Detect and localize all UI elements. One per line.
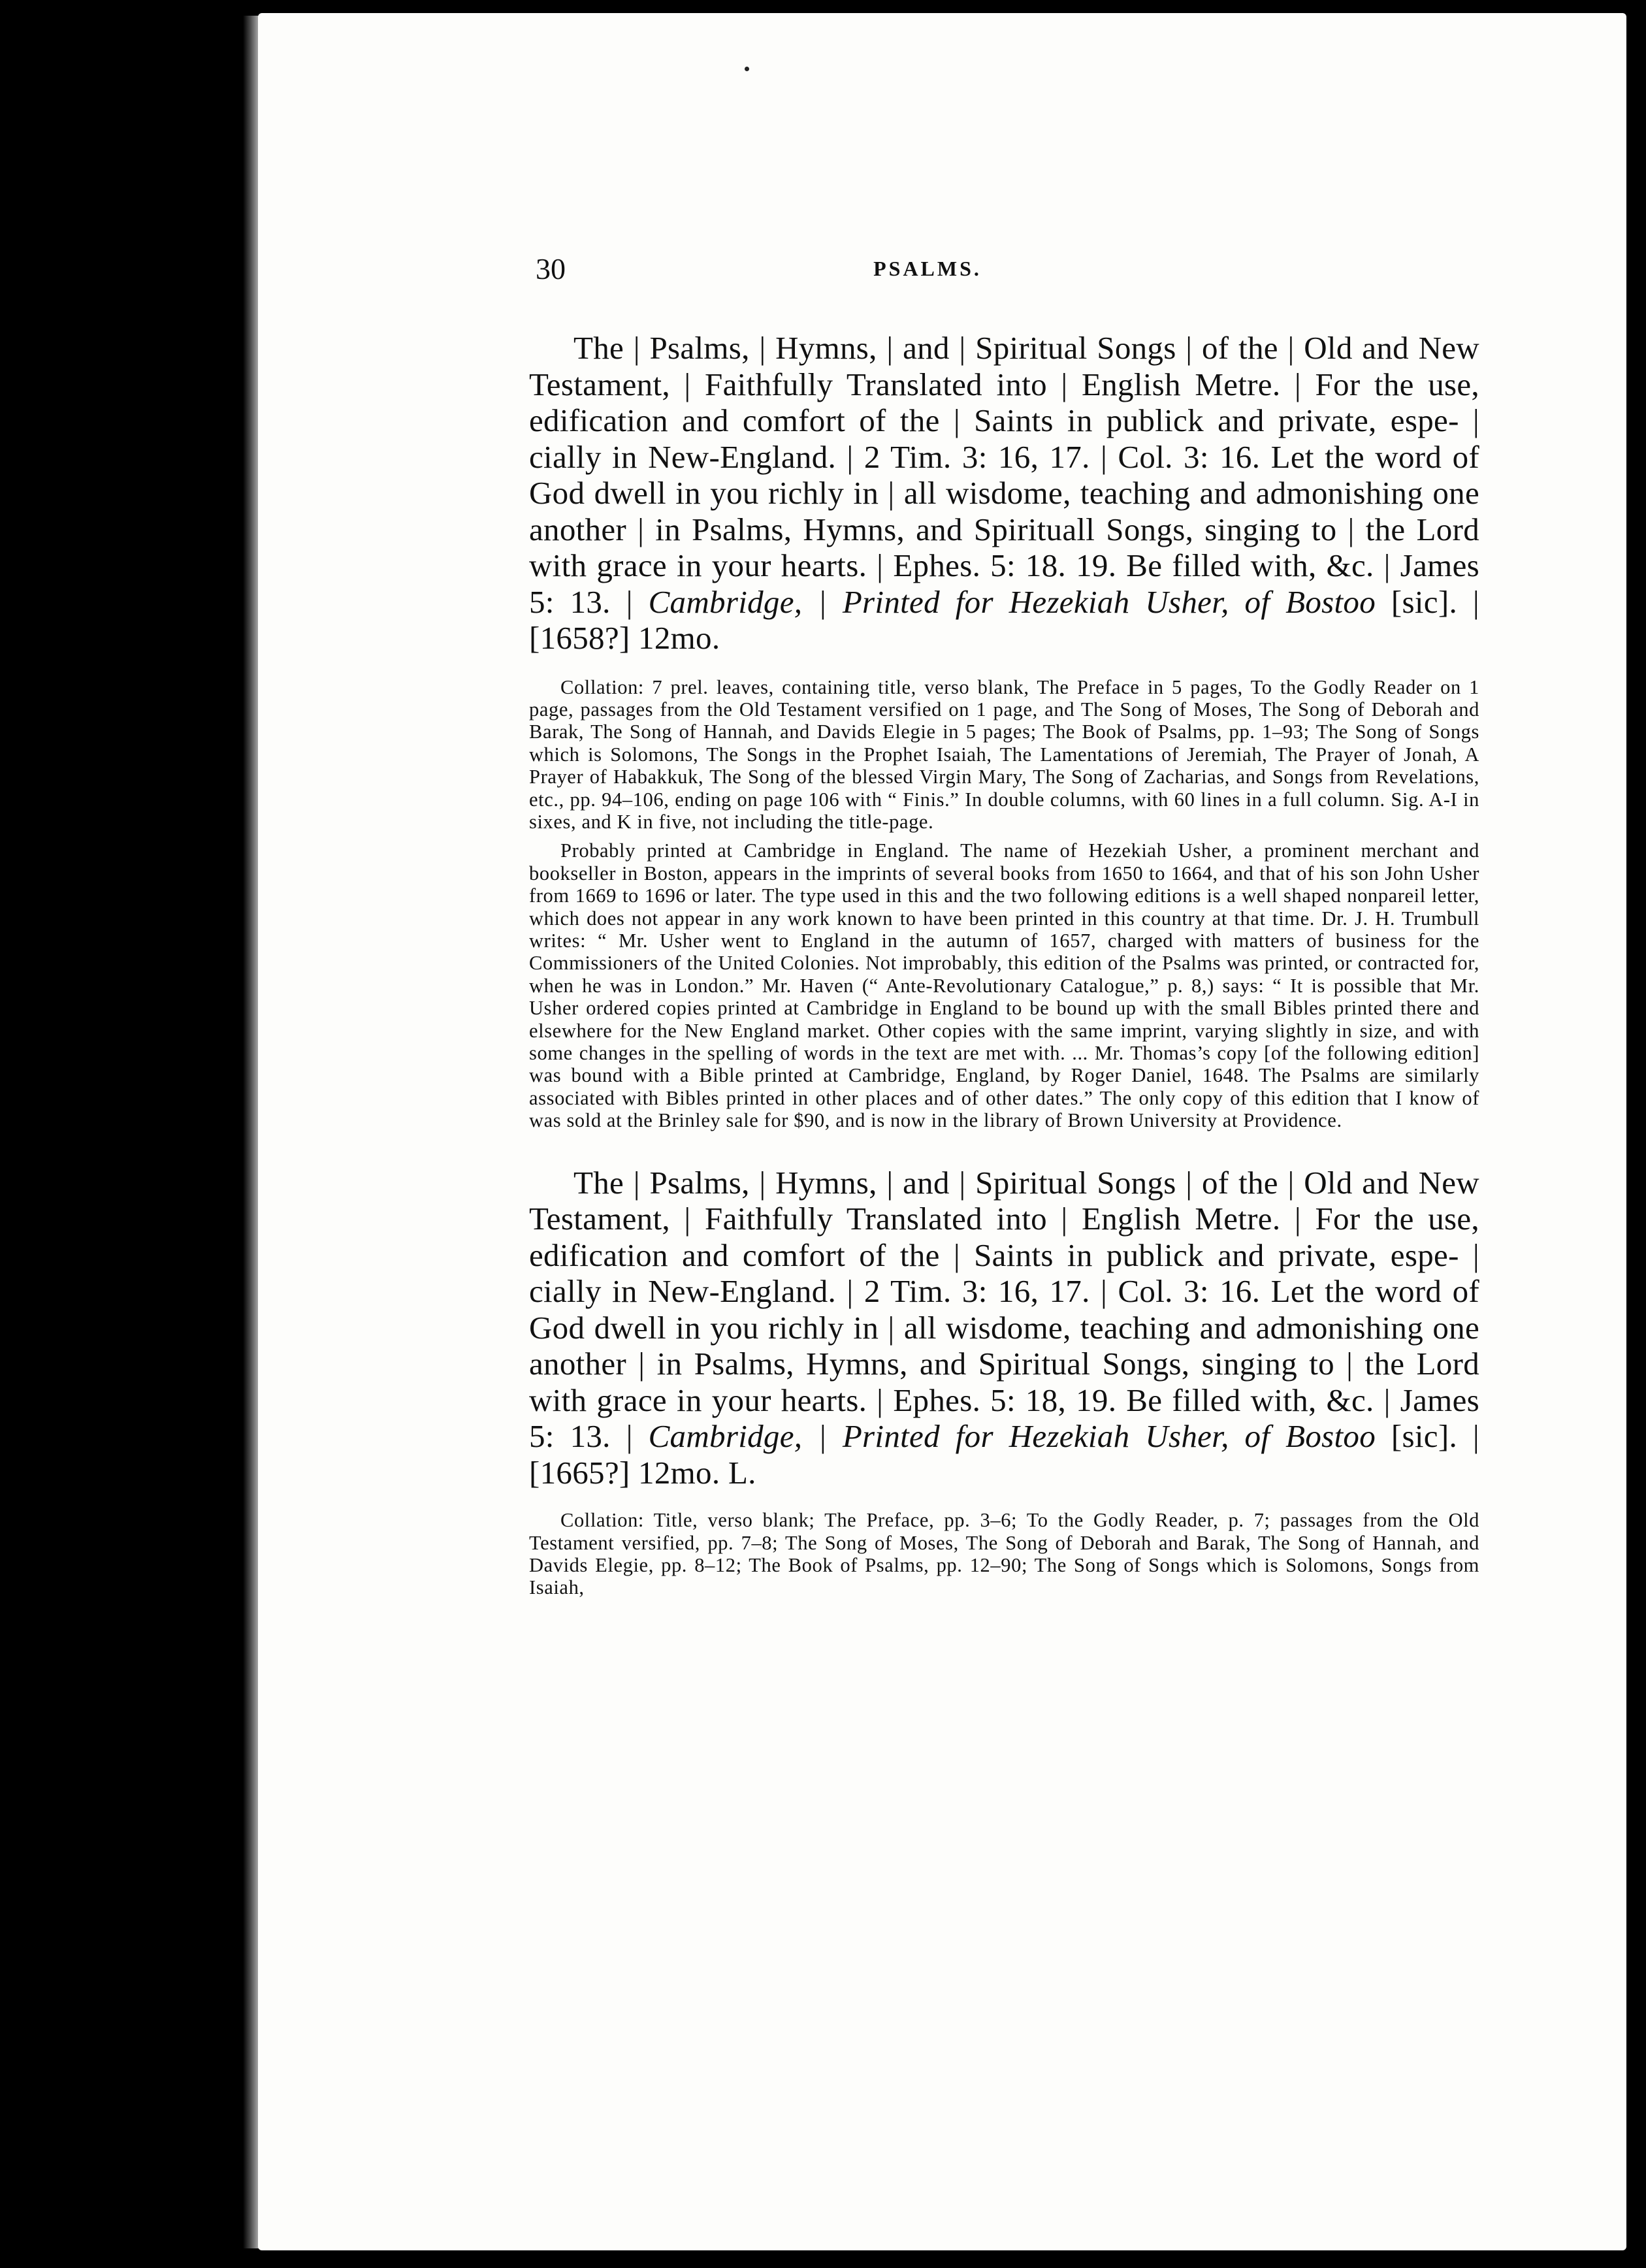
imprint: Cambridge, | Printed for Hezekiah Usher, of Bostoo xyxy=(648,583,1376,620)
entry-title xyxy=(529,1165,1479,1491)
title-text: The | Psalms, | Hymns, | and | Spiritual Songs | of the | Old and New Testament, | Faithfully Translated into | English Metre. | For the use, edification and comfort of the | Saints in publick and private, espe- | cially in New-England. | 2 Tim. 3: 16, 17. | Col. 3: 16. Let the word of God dwell in you richly in | all wisdome, teaching and admonishing one another | in Psalms, Hymns, and Spirituall Songs, singing to | the Lord with grace in your hearts. | Ephes. 5: 18. 19. Be filled with, &c. | James 5: 13. | xyxy=(529,330,1479,620)
running-title: PSALMS. xyxy=(873,257,982,280)
collation-paragraph: Collation: 7 prel. leaves, containing title, verso blank, The Preface in 5 pages, To the Godly Reader on 1 page, passages from the Old Testament versified on 1 page, and The Song of Moses, The Song of Deborah and Barak, The Song of Hannah, and Davids Elegie in 5 pages; The Book of Psalms, pp. 1–93; The Song of Songs which is Solomons, The Songs in the Prophet Isaiah, The Lamentations of Jeremiah, The Prayer of Jonah, A Prayer of Habakkuk, The Song of the blessed Virgin Mary, The Song of Zacharias, and Songs from Revelations, etc., pp. 94–106, ending on page 106 with “ Finis.” In double columns, with 60 lines in a full column. Sig. A-I in sixes, and K in five, not including the title-page. xyxy=(529,675,1479,833)
page-number: 30 xyxy=(536,252,566,285)
title-text: The | Psalms, | Hymns, | and | Spiritual Songs | of the | Old and New Testament, | Faithfully Translated into | English Metre. | For the use, edification and comfort of the | Saints in publick and private, espe- | cially in New-England. | 2 Tim. 3: 16, 17. | Col. 3: 16. Let the word of God dwell in you richly in | all wisdome, teaching and admonishing one another | in Psalms, Hymns, and Spiritual Songs, singing to | the Lord with grace in your hearts. | Ephes. 5: 18, 19. Be filled with, &c. | James 5: 13. | xyxy=(529,1164,1479,1455)
note-paragraph: Probably printed at Cambridge in England. The name of Hezekiah Usher, a prominent merchant and bookseller in Boston, appears in the imprints of several books from 1650 to 1664, and that of his son John Usher from 1669 to 1696 or later. The type used in this and the two following editions is a well shaped nonpareil letter, which does not appear in any work known to have been printed in this country at that time. Dr. J. H. Trumbull writes: “ Mr. Usher went to England in the autumn of 1657, charged with matters of business for the Commissioners of the United Colonies. Not improbably, this edition of the Psalms was printed, or contracted for, when he was in London.” Mr. Haven (“ Ante-Revolutionary Catalogue,” p. 8,) says: “ It is possible that Mr. Usher ordered copies printed at Cambridge in England to be bound up with the small Bibles printed there and elsewhere for the New England market. Other copies with the same imprint, varying slightly in size, and with some changes in the spelling of words in the text are met with. ... Mr. Thomas’s copy [of the following edition] was bound with a Bible printed at Cambridge, England, by Roger Daniel, 1648. The Psalms are similarly associated with Bibles printed in other places and of other dates.” The only copy of this edition that I know of was sold at the Brinley sale for $90, and is now in the library of Brown University at Providence. xyxy=(529,839,1479,1132)
ink-speck xyxy=(745,67,749,71)
title-tail: [sic]. | [1658?] 12mo. xyxy=(529,583,1479,656)
imprint: Cambridge, | Printed for Hezekiah Usher, of Bostoo xyxy=(648,1418,1376,1455)
collation-paragraph: Collation: Title, verso blank; The Preface, pp. 3–6; To the Godly Reader, p. 7; passages from the Old Testament versified, pp. 7–8; The Song of Moses, The Song of Deborah and Barak, The Song of Hannah, and Davids Elegie, pp. 8–12; The Book of Psalms, pp. 12–90; The Song of Songs which is Solomons, Songs from Isaiah, xyxy=(529,1509,1479,1599)
entry-title xyxy=(529,330,1479,656)
page-content xyxy=(529,330,1479,1599)
title-tail: [sic]. | [1665?] 12mo. L. xyxy=(529,1418,1479,1491)
running-head xyxy=(536,250,1476,289)
